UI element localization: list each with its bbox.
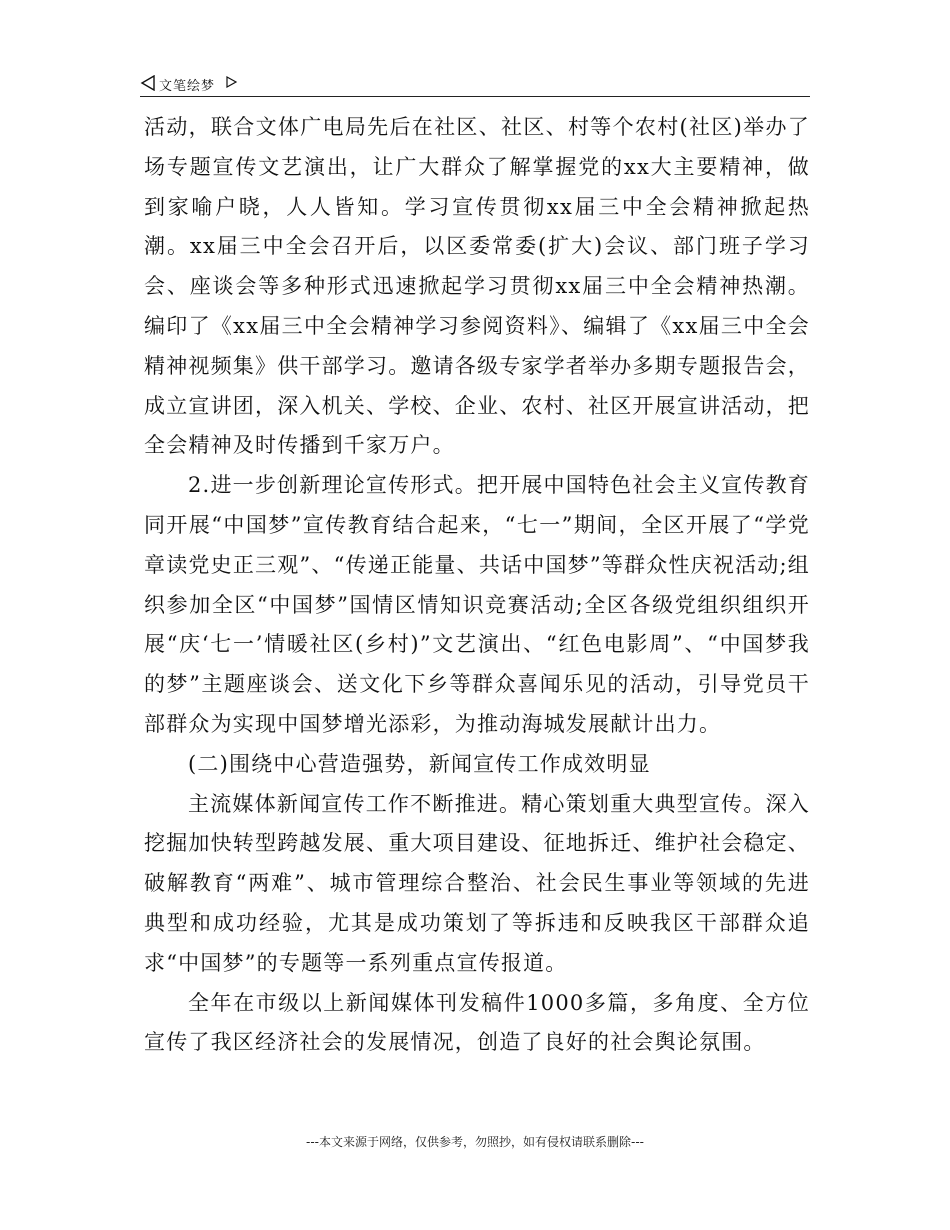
paragraph-2: 2.进一步创新理论宣传形式。把开展中国特色社会主义宣传教育同开展“中国梦”宣传教育结合起来，“七一”期间，全区开展了“学党章读党史正三观”、“传递正能量、共话中国梦”等群众性庆祝活动;组织参加全区“中国梦”国情区情知识竞赛活动;全区各级党组织组织开展“庆‘七一’情暖社区(乡村)”文艺演出、“红色电影周”、“中国梦我的梦”主题座谈会、送文化下乡等群众喜闻乐见的活动，引导党员干部群众为实现中国梦增光添彩，为推动海城发展献计出力。 bbox=[144, 473, 810, 736]
header-brand: 文笔绘梦 bbox=[159, 79, 216, 94]
triangle-right-icon bbox=[225, 76, 237, 88]
section-heading: (二)围绕中心营造强势，新闻宣传工作成效明显 bbox=[188, 751, 651, 776]
document-body bbox=[144, 108, 810, 1063]
page-header bbox=[140, 72, 810, 97]
paragraph-4: 全年在市级以上新闻媒体刊发稿件1000多篇，多角度、全方位宣传了我区经济社会的发展情况，创造了良好的社会舆论氛围。 bbox=[144, 990, 810, 1055]
paragraph-1: 活动，联合文体广电局先后在社区、社区、村等个农村(社区)举办了场专题宣传文艺演出，让广大群众了解掌握党的xx大主要精神，做到家喻户晓，人人皆知。学习宣传贯彻xx届三中全会精神掀起热潮。xx届三中全会召开后，以区委常委(扩大)会议、部门班子学习会、座谈会等多种形式迅速掀起学习贯彻xx届三中全会精神热潮。编印了《xx届三中全会精神学习参阅资料》、编辑了《xx届三中全会精神视频集》供干部学习。邀请各级专家学者举办多期专题报告会，成立宣讲团，深入机关、学校、企业、农村、社区开展宣讲活动，把全会精神及时传播到千家万户。 bbox=[144, 115, 810, 458]
paragraph-3: 主流媒体新闻宣传工作不断推进。精心策划重大典型宣传。深入挖掘加快转型跨越发展、重大项目建设、征地拆迁、维护社会稳定、破解教育“两难”、城市管理综合整治、社会民生事业等领域的先进典型和成功经验，尤其是成功策划了等拆违和反映我区干部群众追求“中国梦”的专题等一系列重点宣传报道。 bbox=[144, 791, 810, 975]
triangle-left-icon bbox=[140, 75, 156, 91]
page-footer: ---本文来源于网络，仅供参考，勿照抄，如有侵权请联系删除--- bbox=[306, 1135, 644, 1149]
